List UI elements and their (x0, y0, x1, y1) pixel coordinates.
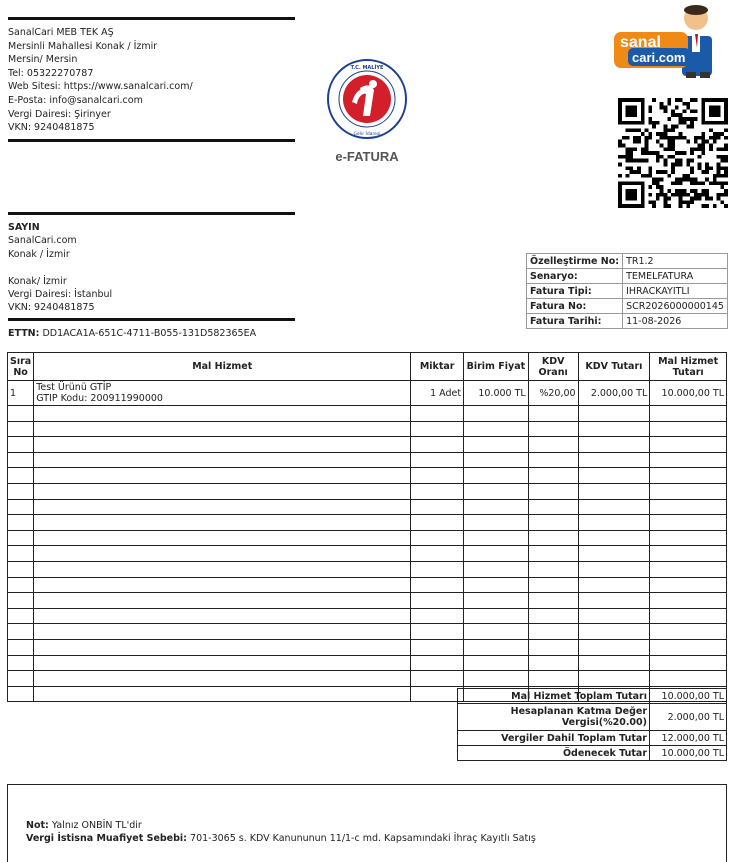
buyer-name: SanalCari.com (8, 235, 77, 247)
meta-value: IHRACKAYITLI (623, 284, 728, 299)
empty-cell (650, 546, 727, 562)
empty-cell (464, 639, 529, 655)
buyer-block (8, 221, 296, 315)
empty-cell (578, 655, 650, 671)
empty-cell (411, 608, 464, 624)
empty-cell (8, 468, 34, 484)
empty-cell (464, 468, 529, 484)
empty-cell (411, 561, 464, 577)
table-row-empty (8, 483, 727, 499)
seller-address-2: Mersin/ Mersin (8, 54, 78, 66)
empty-cell (528, 515, 578, 531)
empty-cell (34, 530, 411, 546)
meta-row (527, 299, 728, 314)
empty-cell (528, 624, 578, 640)
buyer-heading: SAYIN (8, 222, 40, 233)
empty-cell (8, 593, 34, 609)
empty-cell (528, 561, 578, 577)
buyer-address-1: Konak / İzmir (8, 248, 70, 260)
buyer-vkn: VKN: 9240481875 (8, 302, 95, 314)
table-row-empty (8, 561, 727, 577)
empty-cell (8, 406, 34, 422)
meta-row (527, 269, 728, 284)
note-value: Yalnız ONBİN TL'dir (51, 820, 142, 831)
empty-cell (650, 406, 727, 422)
empty-cell (578, 561, 650, 577)
empty-cell (34, 593, 411, 609)
items-table (7, 352, 727, 702)
item-description (34, 381, 411, 406)
item-no: 1 (8, 381, 34, 406)
empty-cell (528, 655, 578, 671)
empty-cell (8, 639, 34, 655)
empty-cell (528, 499, 578, 515)
empty-cell (650, 452, 727, 468)
empty-cell (578, 624, 650, 640)
empty-cell (650, 608, 727, 624)
empty-cell (464, 483, 529, 499)
empty-cell (34, 639, 411, 655)
empty-cell (411, 686, 464, 702)
totals-row (458, 689, 727, 704)
svg-text:sanal: sanal (620, 34, 661, 51)
total-label: Vergiler Dahil Toplam Tutar (458, 731, 650, 746)
empty-cell (464, 437, 529, 453)
ettn-line (8, 328, 256, 339)
empty-cell (464, 499, 529, 515)
empty-cell (528, 530, 578, 546)
empty-cell (411, 577, 464, 593)
table-row-empty (8, 468, 727, 484)
total-label: Ödenecek Tutar (458, 746, 650, 761)
note-line (26, 819, 536, 832)
exemption-label: Vergi İstisna Muafiyet Sebebi: (26, 833, 187, 844)
table-row-empty (8, 624, 727, 640)
seller-website[interactable]: Web Sitesi: https://www.sanalcari.com/ (8, 81, 193, 93)
meta-key: Fatura Tarihi: (527, 314, 623, 329)
empty-cell (650, 530, 727, 546)
meta-key: Özelleştirme No: (527, 254, 623, 269)
seller-top-rule (8, 17, 295, 20)
empty-cell (528, 608, 578, 624)
empty-cell (464, 546, 529, 562)
seller-block (8, 26, 296, 135)
empty-cell (34, 515, 411, 531)
empty-cell (528, 483, 578, 499)
meta-row (527, 284, 728, 299)
empty-cell (34, 468, 411, 484)
empty-cell (8, 546, 34, 562)
empty-cell (464, 406, 529, 422)
empty-cell (578, 671, 650, 687)
empty-cell (34, 546, 411, 562)
empty-cell (411, 452, 464, 468)
empty-cell (8, 624, 34, 640)
table-row-empty (8, 530, 727, 546)
totals-table (457, 688, 727, 761)
buyer-spacer (8, 261, 296, 274)
seller-bottom-rule (8, 139, 295, 142)
svg-text:T.C. MALİYE: T.C. MALİYE (350, 65, 384, 71)
seller-vkn: VKN: 9240481875 (8, 122, 95, 134)
empty-cell (650, 515, 727, 531)
empty-cell (578, 546, 650, 562)
empty-cell (411, 483, 464, 499)
table-row-empty (8, 608, 727, 624)
empty-cell (411, 655, 464, 671)
items-header-row (8, 353, 727, 381)
empty-cell (528, 421, 578, 437)
total-value: 10.000,00 TL (650, 689, 727, 704)
empty-cell (411, 546, 464, 562)
qr-code (618, 98, 728, 208)
empty-cell (464, 421, 529, 437)
empty-cell (34, 437, 411, 453)
table-row-empty (8, 406, 727, 422)
seller-tax-office: Vergi Dairesi: Şirinyer (8, 108, 111, 120)
total-value: 2.000,00 TL (650, 704, 727, 731)
empty-cell (528, 468, 578, 484)
buyer-top-rule (8, 212, 295, 215)
empty-cell (650, 468, 727, 484)
empty-cell (578, 483, 650, 499)
empty-cell (464, 561, 529, 577)
empty-cell (34, 421, 411, 437)
ettn-label: ETTN: (8, 328, 40, 339)
empty-cell (464, 452, 529, 468)
item-vat-amount: 2.000,00 TL (578, 381, 650, 406)
totals-row (458, 704, 727, 731)
empty-cell (650, 577, 727, 593)
empty-cell (528, 546, 578, 562)
meta-value: TR1.2 (623, 254, 728, 269)
empty-cell (650, 437, 727, 453)
empty-cell (34, 499, 411, 515)
buyer-address-2: Konak/ İzmir (8, 275, 67, 287)
meta-key: Senaryo: (527, 269, 623, 284)
empty-cell (34, 406, 411, 422)
meta-key: Fatura No: (527, 299, 623, 314)
totals-row (458, 746, 727, 761)
table-row (8, 381, 727, 406)
item-unit-price: 10.000 TL (464, 381, 529, 406)
table-row-empty (8, 577, 727, 593)
table-row-empty (8, 499, 727, 515)
total-label: Mal Hizmet Toplam Tutarı (458, 689, 650, 704)
table-row-empty (8, 593, 727, 609)
empty-cell (528, 577, 578, 593)
empty-cell (650, 483, 727, 499)
empty-cell (34, 483, 411, 499)
empty-cell (411, 624, 464, 640)
seller-phone: Tel: 05322270787 (8, 67, 94, 79)
total-value: 10.000,00 TL (650, 746, 727, 761)
total-label: Hesaplanan Katma Değer Vergisi(%20.00) (458, 704, 650, 731)
item-gtip: GTIP Kodu: 200911990000 (36, 393, 163, 404)
meta-value: 11-08-2026 (623, 314, 728, 329)
empty-cell (8, 655, 34, 671)
empty-cell (650, 593, 727, 609)
item-name: Test Ürünü GTİP (36, 382, 112, 393)
empty-cell (411, 530, 464, 546)
item-amount: 10.000,00 TL (650, 381, 727, 406)
empty-cell (8, 608, 34, 624)
empty-cell (8, 499, 34, 515)
empty-cell (34, 624, 411, 640)
empty-cell (8, 421, 34, 437)
empty-cell (650, 499, 727, 515)
empty-cell (411, 437, 464, 453)
empty-cell (411, 468, 464, 484)
table-row-empty (8, 639, 727, 655)
empty-cell (8, 671, 34, 687)
col-header-unit-price: Birim Fiyat (464, 353, 529, 381)
empty-cell (464, 608, 529, 624)
buyer-tax-office: Vergi Dairesi: İstanbul (8, 289, 113, 301)
empty-cell (578, 452, 650, 468)
table-row-empty (8, 546, 727, 562)
empty-cell (528, 639, 578, 655)
col-header-vat-amount: KDV Tutarı (578, 353, 650, 381)
ettn-value: DD1ACA1A-651C-4711-B055-131D582365EA (42, 328, 257, 339)
buyer-bottom-rule (8, 318, 295, 321)
empty-cell (528, 593, 578, 609)
col-header-qty: Miktar (411, 353, 464, 381)
empty-cell (464, 624, 529, 640)
sanalcari-brand-logo (612, 2, 724, 80)
empty-cell (8, 437, 34, 453)
totals-row (458, 731, 727, 746)
empty-cell (578, 468, 650, 484)
empty-cell (578, 577, 650, 593)
item-vat-rate: %20,00 (528, 381, 578, 406)
empty-cell (411, 515, 464, 531)
table-row-empty (8, 421, 727, 437)
empty-cell (34, 452, 411, 468)
empty-cell (464, 593, 529, 609)
empty-cell (34, 671, 411, 687)
empty-cell (578, 639, 650, 655)
empty-cell (578, 515, 650, 531)
exemption-line (26, 832, 536, 845)
empty-cell (650, 639, 727, 655)
gib-seal-logo (326, 58, 408, 140)
empty-cell (464, 515, 529, 531)
meta-value: TEMELFATURA (623, 269, 728, 284)
col-header-vat-rate: KDV Oranı (528, 353, 578, 381)
empty-cell (8, 483, 34, 499)
col-header-item: Mal Hizmet (34, 353, 411, 381)
empty-cell (8, 515, 34, 531)
empty-cell (578, 593, 650, 609)
meta-key: Fatura Tipi: (527, 284, 623, 299)
empty-cell (578, 530, 650, 546)
svg-text:Gelir İdaresi: Gelir İdaresi (353, 132, 381, 137)
empty-cell (650, 671, 727, 687)
empty-cell (34, 577, 411, 593)
empty-cell (8, 452, 34, 468)
empty-cell (464, 655, 529, 671)
seller-address-1: Mersinli Mahallesi Konak / İzmir (8, 40, 158, 52)
empty-cell (411, 671, 464, 687)
empty-cell (464, 577, 529, 593)
empty-cell (578, 437, 650, 453)
empty-cell (650, 561, 727, 577)
empty-cell (34, 686, 411, 702)
col-header-no: Sıra No (8, 353, 34, 381)
empty-cell (411, 406, 464, 422)
seller-email[interactable]: E-Posta: info@sanalcari.com (8, 94, 143, 106)
table-row-empty (8, 515, 727, 531)
notes-box (7, 784, 727, 862)
empty-cell (8, 530, 34, 546)
empty-cell (464, 671, 529, 687)
col-header-amount: Mal Hizmet Tutarı (650, 353, 727, 381)
empty-cell (34, 608, 411, 624)
empty-cell (578, 608, 650, 624)
exemption-value: 701-3065 s. KDV Kanununun 11/1-c md. Kapsamındaki İhraç Kayıtlı Satış (190, 833, 536, 844)
meta-row (527, 254, 728, 269)
empty-cell (528, 406, 578, 422)
table-row-empty (8, 452, 727, 468)
empty-cell (411, 639, 464, 655)
table-row-empty (8, 655, 727, 671)
empty-cell (650, 624, 727, 640)
invoice-meta-table (526, 253, 728, 329)
meta-row (527, 314, 728, 329)
empty-cell (411, 421, 464, 437)
empty-cell (8, 686, 34, 702)
empty-cell (8, 577, 34, 593)
document-title: e-FATURA (335, 149, 399, 164)
empty-cell (34, 561, 411, 577)
empty-cell (528, 437, 578, 453)
svg-text:cari.com: cari.com (632, 50, 686, 65)
empty-cell (464, 530, 529, 546)
note-label: Not: (26, 820, 49, 831)
empty-cell (650, 421, 727, 437)
total-value: 12.000,00 TL (650, 731, 727, 746)
item-qty: 1 Adet (411, 381, 464, 406)
seller-name: SanalCari MEB TEK AŞ (8, 27, 114, 38)
empty-cell (578, 421, 650, 437)
empty-cell (528, 452, 578, 468)
meta-value: SCR2026000000145 (623, 299, 728, 314)
empty-cell (578, 499, 650, 515)
empty-cell (8, 561, 34, 577)
empty-cell (578, 406, 650, 422)
empty-cell (34, 655, 411, 671)
empty-cell (528, 671, 578, 687)
empty-cell (411, 593, 464, 609)
table-row-empty (8, 437, 727, 453)
table-row-empty (8, 671, 727, 687)
empty-cell (411, 499, 464, 515)
empty-cell (650, 655, 727, 671)
